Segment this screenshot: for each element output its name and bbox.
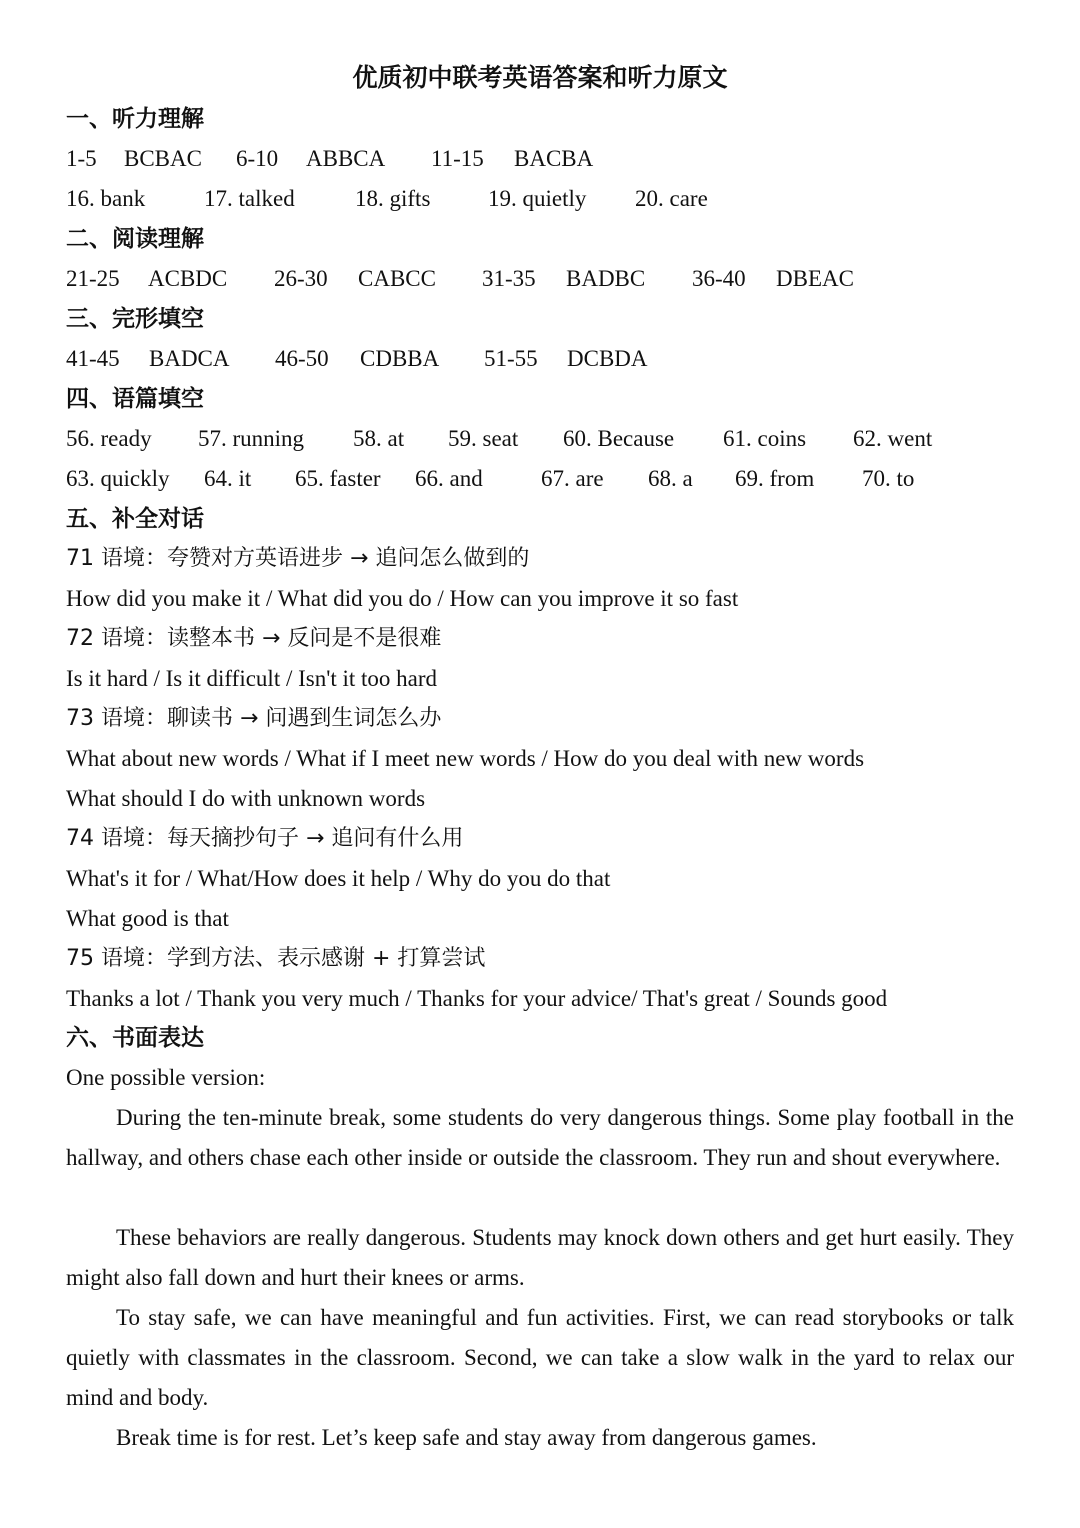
dialogue-answer-72: Is it hard / Is it difficult / Isn't it too hard xyxy=(66,666,438,691)
dialogue-answer-74: What's it for / What/How does it help / Why do you do that xyxy=(66,866,611,891)
answer-item: 70. to xyxy=(862,466,915,491)
answer-item: 59. seat xyxy=(448,426,519,451)
answer-item: 58. at xyxy=(353,426,405,451)
essay-paragraph xyxy=(66,1218,1014,1298)
essay-paragraph-text: To stay safe, we can have meaningful and fun activities. First, we can read storybooks or talk quietly with classmates in the classroom. Second, we can take a slow walk in the yard to relax our mind and body. xyxy=(66,1305,1014,1410)
answer-string: ACBDC xyxy=(148,266,228,291)
answer-string: CDBBA xyxy=(360,346,440,371)
answer-item: 57. running xyxy=(198,426,305,451)
answer-item: 60. Because xyxy=(563,426,675,451)
dialogue-answer-73: What about new words / What if I meet new words / How do you deal with new words xyxy=(66,746,865,771)
answer-item: 68. a xyxy=(648,466,693,491)
answer-item: 64. it xyxy=(204,466,252,491)
essay-paragraph xyxy=(66,1098,1014,1178)
answer-item: 20. care xyxy=(635,186,708,211)
answer-string: BADCA xyxy=(149,346,230,371)
writing-intro: One possible version: xyxy=(66,1065,266,1090)
range-label: 36-40 xyxy=(692,266,746,291)
answer-item: 69. from xyxy=(735,466,815,491)
essay-paragraph xyxy=(66,1298,1014,1418)
section-heading-dialogue: 五、补全对话 xyxy=(66,506,204,532)
section-heading-cloze: 三、完形填空 xyxy=(66,306,204,332)
range-label: 26-30 xyxy=(274,266,328,291)
answer-item: 18. gifts xyxy=(355,186,431,211)
answer-item: 65. faster xyxy=(295,466,381,491)
dialogue-context-75: 75 语境：学到方法、表示感谢 + 打算尝试 xyxy=(66,946,486,971)
answer-item: 67. are xyxy=(541,466,604,491)
answer-item: 63. quickly xyxy=(66,466,170,491)
answer-string: BADBC xyxy=(566,266,646,291)
answer-item: 19. quietly xyxy=(488,186,587,211)
answer-string: BCBAC xyxy=(124,146,202,171)
answer-string: ABBCA xyxy=(306,146,386,171)
dialogue-answer-73-alt: What should I do with unknown words xyxy=(66,786,426,811)
dialogue-answer-71: How did you make it / What did you do / How can you improve it so fast xyxy=(66,586,739,611)
range-label: 46-50 xyxy=(275,346,329,371)
answer-item: 56. ready xyxy=(66,426,152,451)
dialogue-context-72: 72 语境：读整本书 → 反问是不是很难 xyxy=(66,626,442,651)
section-heading-passage-fill: 四、语篇填空 xyxy=(66,386,204,412)
answer-item: 61. coins xyxy=(723,426,807,451)
answer-item: 62. went xyxy=(853,426,933,451)
range-label: 1-5 xyxy=(66,146,97,171)
page-title: 优质初中联考英语答案和听力原文 xyxy=(352,63,728,92)
answer-string: DCBDA xyxy=(567,346,648,371)
answer-string: DBEAC xyxy=(776,266,854,291)
essay-paragraph-text: During the ten-minute break, some students do very dangerous things. Some play football in the hallway, and others chase each other inside or outside the classroom. They run and shout everywhere. xyxy=(66,1105,1014,1170)
essay-paragraph-text: Break time is for rest. Let’s keep safe and stay away from dangerous games. xyxy=(116,1425,817,1450)
answer-string: CABCC xyxy=(358,266,436,291)
range-label: 11-15 xyxy=(431,146,484,171)
range-label: 6-10 xyxy=(236,146,279,171)
dialogue-context-73: 73 语境：聊读书 → 问遇到生词怎么办 xyxy=(66,706,442,731)
range-label: 41-45 xyxy=(66,346,120,371)
dialogue-answer-74-alt: What good is that xyxy=(66,906,229,931)
range-label: 51-55 xyxy=(484,346,538,371)
answer-item: 66. and xyxy=(415,466,483,491)
answer-item: 16. bank xyxy=(66,186,146,211)
range-label: 21-25 xyxy=(66,266,120,291)
answer-string: BACBA xyxy=(514,146,594,171)
essay-paragraph-text: These behaviors are really dangerous. Students may knock down others and get hurt easily. They might also fall down and hurt their knees or arms. xyxy=(66,1225,1014,1290)
section-heading-reading: 二、阅读理解 xyxy=(66,226,204,252)
essay-paragraph xyxy=(66,1418,1014,1458)
dialogue-answer-75: Thanks a lot / Thank you very much / Thanks for your advice/ That's great / Sounds good xyxy=(66,986,888,1011)
section-heading-writing: 六、书面表达 xyxy=(66,1025,204,1051)
dialogue-context-74: 74 语境：每天摘抄句子 → 追问有什么用 xyxy=(66,826,464,851)
section-heading-listening: 一、听力理解 xyxy=(66,106,204,132)
dialogue-context-71: 71 语境：夸赞对方英语进步 → 追问怎么做到的 xyxy=(66,546,530,571)
range-label: 31-35 xyxy=(482,266,536,291)
answer-item: 17. talked xyxy=(204,186,295,211)
